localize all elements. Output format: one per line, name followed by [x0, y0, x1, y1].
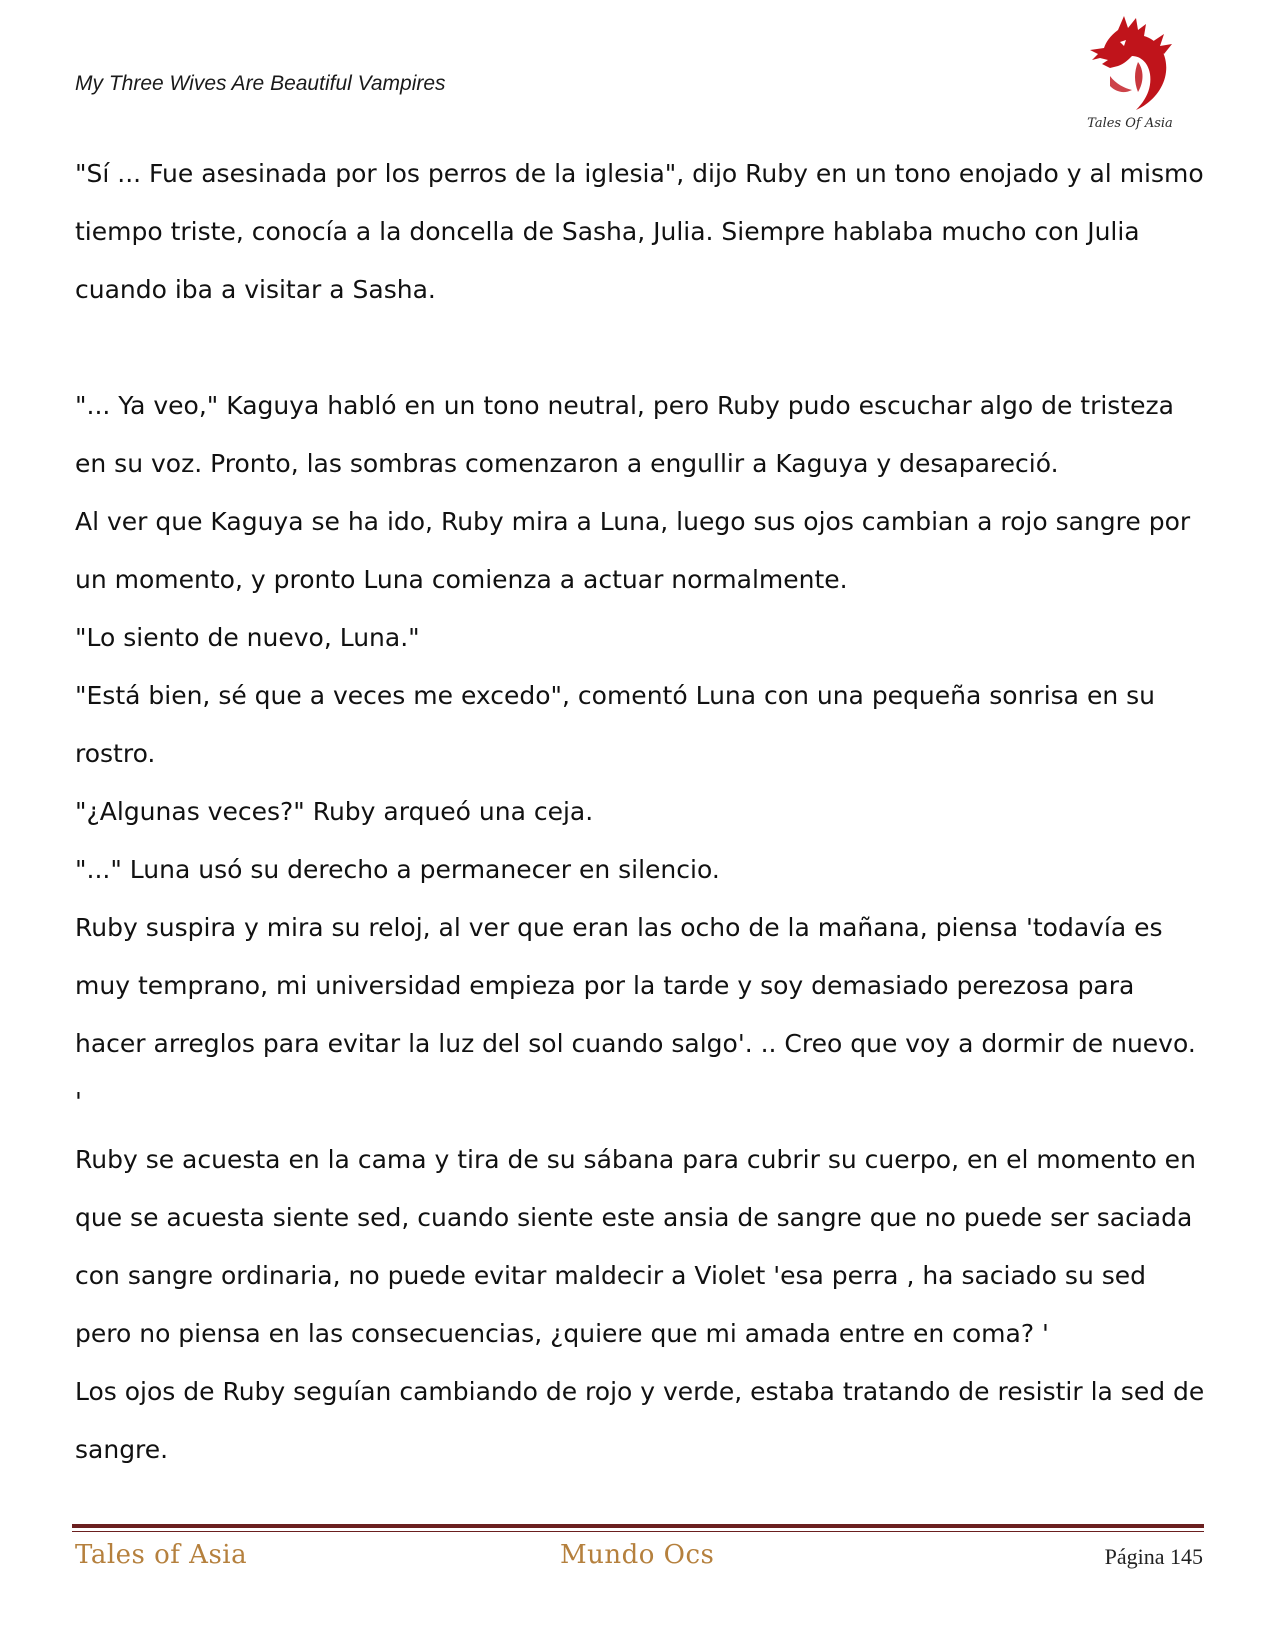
footer-divider	[72, 1524, 1204, 1528]
paragraph: "Sí ... Fue asesinada por los perros de la iglesia", dijo Ruby en un tono enojado y al mismo tiempo triste, conocía a la doncella de Sasha, Julia. Siempre hablaba mucho con Julia cuando iba a visitar a Sasha.	[75, 159, 1204, 304]
paragraph: "..." Luna usó su derecho a permanecer en silencio.	[75, 855, 720, 884]
paragraph: Los ojos de Ruby seguían cambiando de rojo y verde, estaba tratando de resistir la sed de sangre.	[75, 1377, 1205, 1464]
logo-caption: Tales Of Asia	[1087, 116, 1173, 131]
paragraph: "¿Algunas veces?" Ruby arqueó una ceja.	[75, 797, 594, 826]
paragraph: Ruby se acuesta en la cama y tira de su sábana para cubrir su cuerpo, en el momento en que se acuesta siente sed, cuando siente este ansia de sangre que no puede ser saciada con sangre ordinaria, no puede evitar maldecir a Violet 'esa perra , ha saciado su sed pero no piensa en las consecuencias, ¿quiere que mi amada entre en coma? '	[75, 1145, 1196, 1348]
paragraph: Al ver que Kaguya se ha ido, Ruby mira a Luna, luego sus ojos cambian a rojo sangre por un momento, y pronto Luna comienza a actuar normalmente.	[75, 507, 1191, 594]
page-number: Página 145	[1104, 1544, 1203, 1569]
paragraph: "Lo siento de nuevo, Luna."	[75, 623, 420, 652]
paragraph: Ruby suspira y mira su reloj, al ver que eran las ocho de la mañana, piensa 'todavía es muy temprano, mi universidad empieza por la tarde y soy demasiado perezosa para hacer arreglos para evitar la luz del sol cuando salgo'. .. Creo que voy a dormir de nuevo. '	[75, 913, 1196, 1116]
page-body	[75, 145, 1205, 1479]
paragraph: "... Ya veo," Kaguya habló en un tono neutral, pero Ruby pudo escuchar algo de tristeza en su voz. Pronto, las sombras comenzaron a engullir a Kaguya y desapareció.	[75, 391, 1174, 478]
book-title: My Three Wives Are Beautiful Vampires	[75, 72, 446, 95]
paragraph: "Está bien, sé que a veces me excedo", comentó Luna con una pequeña sonrisa en su rostro.	[75, 681, 1155, 768]
footer-site-name: Tales of Asia	[75, 1540, 248, 1570]
footer-translator: Mundo Ocs	[560, 1540, 715, 1570]
footer-divider-thin	[72, 1531, 1204, 1532]
